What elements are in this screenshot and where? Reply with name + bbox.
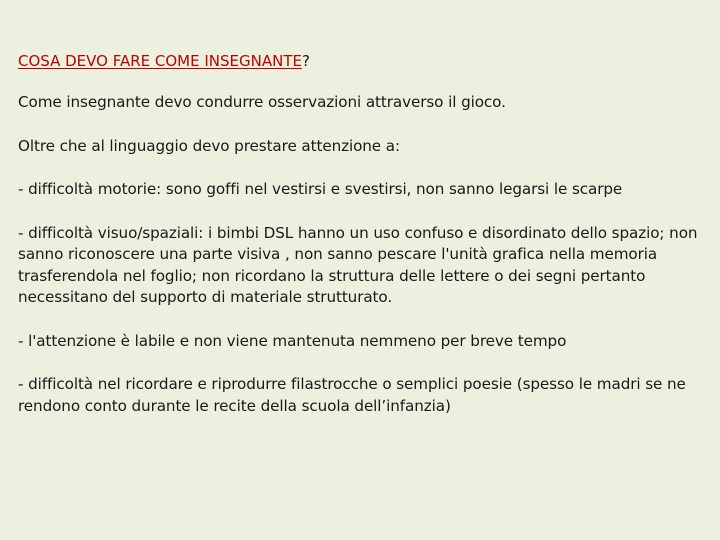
paragraph-attention-span: - l'attenzione è labile e non viene mantenuta nemmeno per breve tempo	[18, 331, 567, 350]
slide-title: COSA DEVO FARE COME INSEGNANTE	[18, 52, 302, 70]
slide-title-row	[18, 50, 702, 72]
paragraph-attention: Oltre che al linguaggio devo prestare attenzione a:	[18, 136, 401, 155]
paragraph-memory-difficulties: - difficoltà nel ricordare e riprodurre filastrocche o semplici poesie (spesso le madri se ne rendono conto durante le recite della scuola dell’infanzia)	[18, 375, 686, 415]
paragraph-visuospatial-difficulties: - difficoltà visuo/spaziali: i bimbi DSL hanno un uso confuso e disordinato dello spazio; non sanno riconoscere una parte visiva , non sanno pescare l'unità grafica nella memoria trasferendola nel foglio; non ricordano la struttura delle lettere o dei segni pertanto necessitano del supporto di materiale strutturato.	[18, 223, 698, 306]
slide-title-question-mark: ?	[301, 52, 310, 70]
paragraph-motor-difficulties: - difficoltà motorie: sono goffi nel vestirsi e svestirsi, non sanno legarsi le scarpe	[18, 180, 623, 198]
paragraph-intro: Come insegnante devo condurre osservazioni attraverso il gioco.	[18, 93, 506, 111]
